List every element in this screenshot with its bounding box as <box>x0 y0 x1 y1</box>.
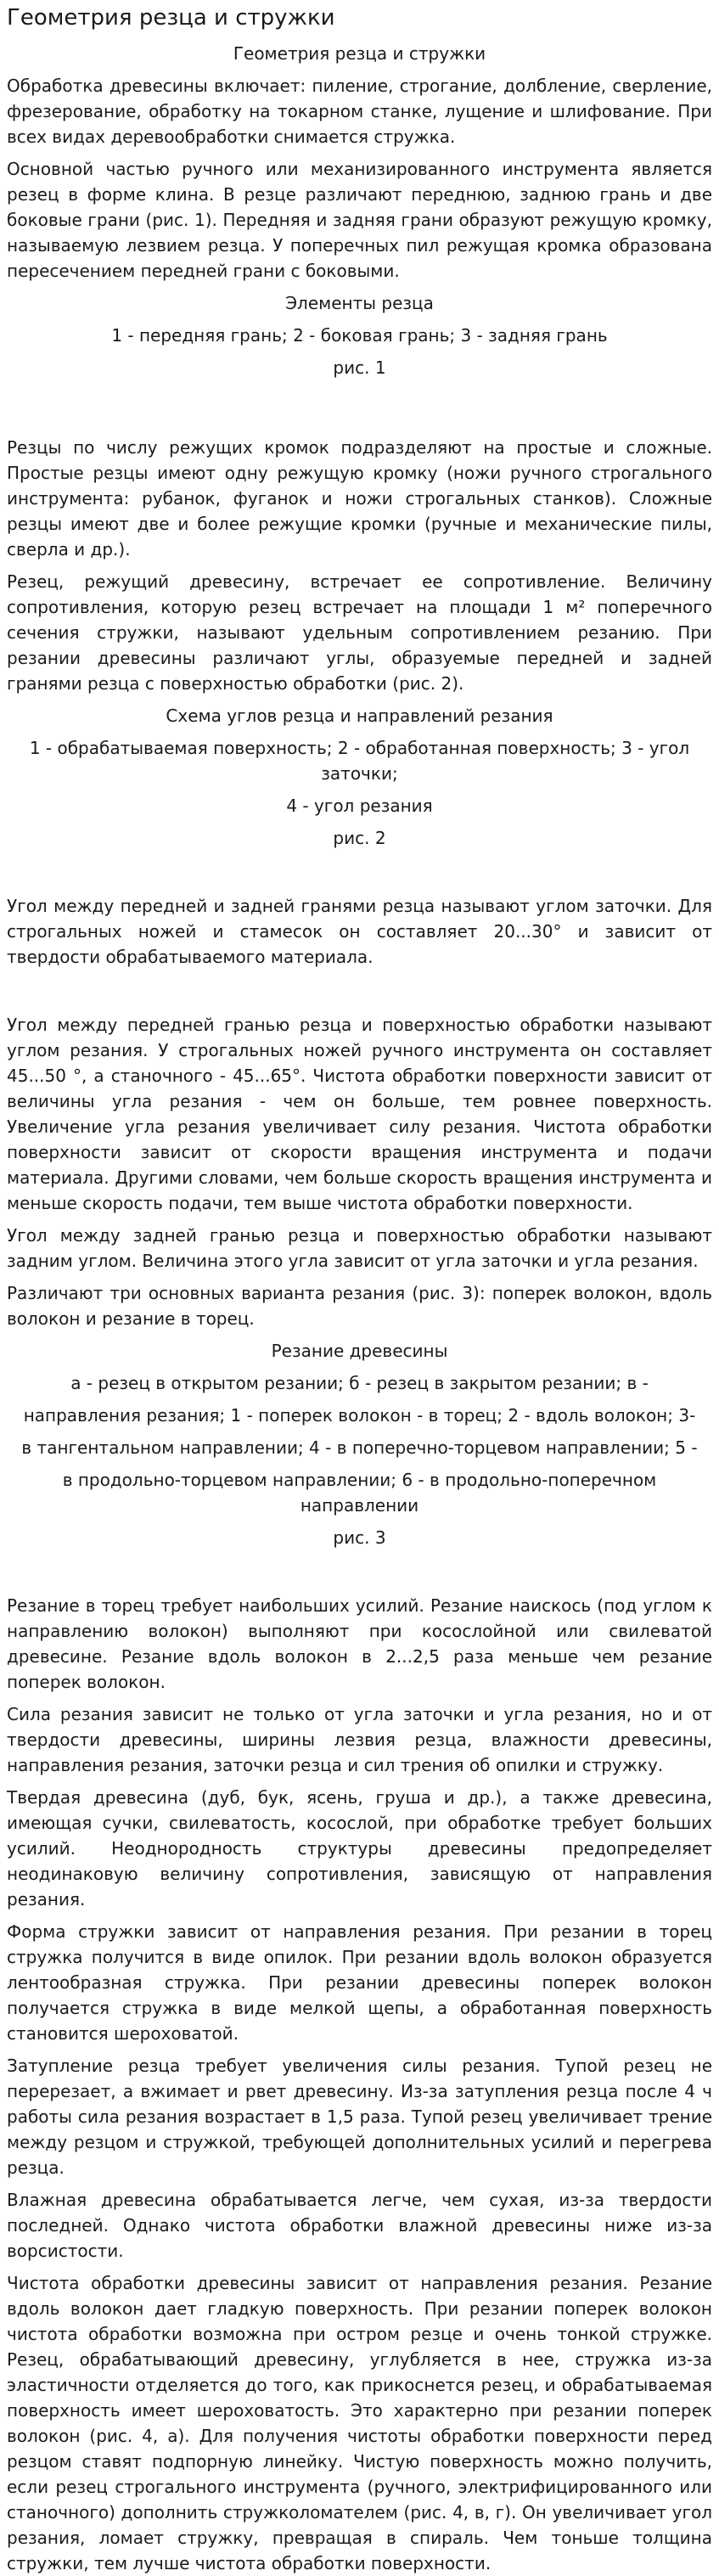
figure-3-legend-line-4: в продольно-торцевом направлении; 6 - в продольно-поперечном направлении <box>62 1470 657 1516</box>
figure-3-label: рис. 3 <box>333 1527 386 1548</box>
paragraph-variants: Различают три основных варианта резания (рис. 3): поперек волокон, вдоль волокон и резание в торец. <box>7 1283 712 1329</box>
figure-3-placeholder <box>7 1557 712 1593</box>
paragraph-resistance: Резец, режущий древесину, встречает ее сопротивление. Величину сопротивления, которую резец встречает на площади 1 м² поперечного сечения стружки, называют удельным сопротивлением резанию. При резании древесины различают углы, образуемые передней и задней гранями резца с поверхностью обработки (рис. 2). <box>7 571 712 694</box>
figure-2-title: Схема углов резца и направлений резания <box>166 706 553 726</box>
paragraph-end-cut: Резание в торец требует наибольших усилий. Резание наискось (под углом к направлению волокон) выполняют при косослойной или свилеватой древесине. Резание вдоль волокон в 2...2,5 раза меньше чем резание поперек волокон. <box>7 1595 712 1692</box>
subtitle: Геометрия резца и стружки <box>233 43 486 64</box>
figure-2-placeholder <box>7 858 712 893</box>
figure-1-placeholder <box>7 387 712 435</box>
document-page <box>0 3 719 2573</box>
paragraph-cutting-angle: Угол между передней гранью резца и поверхностью обработки называют углом резания. У строгальных ножей ручного инструмента он составляет 45...50 °, а станочного - 45...65°. Чистота обработки поверхности зависит от величины угла резания - чем он больше, тем ровнее поверхность. Увеличение угла резания увеличивает силу резания. Чистота обработки поверхности зависит от скорости вращения инструмента и подачи материала. Другими словами, чем больше скорость вращения инструмента и меньше скорость подачи, тем выше чистота обработки поверхности. <box>7 1015 712 1213</box>
spacer <box>7 976 712 1012</box>
paragraph-hardwood: Твердая древесина (дуб, бук, ясень, груша и др.), а также древесина, имеющая сучки, свилеватость, косослой, при обработке требует больших усилий. Неоднородность структуры древесины предопределяет неодинаковую величину сопротивления, зависящую от направления резания. <box>7 1787 712 1910</box>
figure-3-legend-line-2: направления резания; 1 - поперек волокон - в торец; 2 - вдоль волокон; 3- <box>23 1405 696 1426</box>
intro-paragraph: Обработка древесины включает: пиление, строгание, долбление, сверление, фрезерование, обработку на токарном станке, лущение и шлифование. При всех видах деревообработки снимается стружка. <box>7 76 712 147</box>
paragraph-chip-shape: Форма стружки зависит от направления резания. При резании в торец стружка получится в виде опилок. При резании вдоль волокон образуется лентообразная стружка. При резании древесины поперек волокон получается стружка в виде мелкой щепы, а обработанная поверхность становится шероховатой. <box>7 1921 712 2044</box>
paragraph-cutter: Основной частью ручного или механизированного инструмента является резец в форме клина. В резце различают переднюю, заднюю грань и две боковые грани (рис. 1). Передняя и задняя грани образуют режущую кромку, называемую лезвием резца. У поперечных пил режущая кромка образована пересечением передней грани с боковыми. <box>7 159 712 281</box>
figure-2-label: рис. 2 <box>333 828 386 848</box>
paragraph-dull: Затупление резца требует увеличения силы резания. Тупой резец не перерезает, а вжимает и рвет древесину. Из-за затупления резца после 4 ч работы сила резания возрастает в 1,5 раза. Тупой резец увеличивает трение между резцом и стружкой, требующей дополнительных усилий и перегрева резца. <box>7 2056 712 2178</box>
figure-3-legend-line-1: а - резец в открытом резании; б - резец в закрытом резании; в - <box>70 1373 649 1393</box>
figure-2-caption <box>7 703 712 851</box>
figure-1-caption <box>7 290 712 380</box>
paragraph-simple-complex: Резцы по числу режущих кромок подразделяют на простые и сложные. Простые резцы имеют одну режущую кромку (ножи ручного строгального инструмента: рубанок, фуганок и ножи строгальных станков). Сложные резцы имеют две и более режущие кромки (ручные и механические пилы, сверла и др.). <box>7 437 712 560</box>
figure-2-legend-line-1: 1 - обрабатываемая поверхность; 2 - обработанная поверхность; 3 - угол заточки; <box>29 738 690 784</box>
figure-3-title: Резание древесины <box>271 1341 448 1361</box>
paragraph-sharpening-angle: Угол между передней и задней гранями резца называют углом заточки. Для строгальных ножей и стамесок он составляет 20...30° и зависит от твердости обрабатываемого материала. <box>7 896 712 967</box>
paragraph-finish: Чистота обработки древесины зависит от направления резания. Резание вдоль волокон дает гладкую поверхность. При резании поперек волокон чистота обработки возможна при остром резце и очень тонкой стружке. Резец, обрабатывающий древесину, углубляется в нее, стружка из-за эластичности отделяется до того, как прикоснется резец, и обрабатываемая поверхность имеет шероховатость. Это характерно при резании поперек волокон (рис. 4, а). Для получения чистоты обработки поверхности перед резцом ставят подпорную линейку. Чистую поверхность можно получить, если резец строгального инструмента (ручного, электрифицированного или станочного) дополнить стружколомателем (рис. 4, в, г). Он увеличивает угол резания, ломает стружку, превращая в спираль. Чем тоньше толщина стружки, тем лучше чистота обработки поверхности. <box>7 2273 712 2573</box>
figure-2-legend-line-2: 4 - угол резания <box>286 796 433 816</box>
figure-1-legend: 1 - передняя грань; 2 - боковая грань; 3 - задняя грань <box>111 325 608 346</box>
paragraph-wet: Влажная древесина обрабатывается легче, чем сухая, из-за твердости последней. Однако чистота обработки влажной древесины ниже из-за ворсистости. <box>7 2190 712 2261</box>
paragraph-rear-angle: Угол между задней гранью резца и поверхностью обработки называют задним углом. Величина этого угла зависит от угла заточки и угла резания. <box>7 1225 712 1271</box>
figure-3-caption <box>7 1338 712 1550</box>
figure-3-legend-line-3: в тангентальном направлении; 4 - в поперечно-торцевом направлении; 5 - <box>21 1437 698 1458</box>
paragraph-force: Сила резания зависит не только от угла заточки и угла резания, но и от твердости древесины, ширины лезвия резца, влажности древесины, направления резания, заточки резца и сил трения об опилки и стружку. <box>7 1704 712 1775</box>
figure-1-title: Элементы резца <box>285 293 434 313</box>
figure-1-label: рис. 1 <box>333 357 386 378</box>
page-title: Геометрия резца и стружки <box>7 5 335 31</box>
